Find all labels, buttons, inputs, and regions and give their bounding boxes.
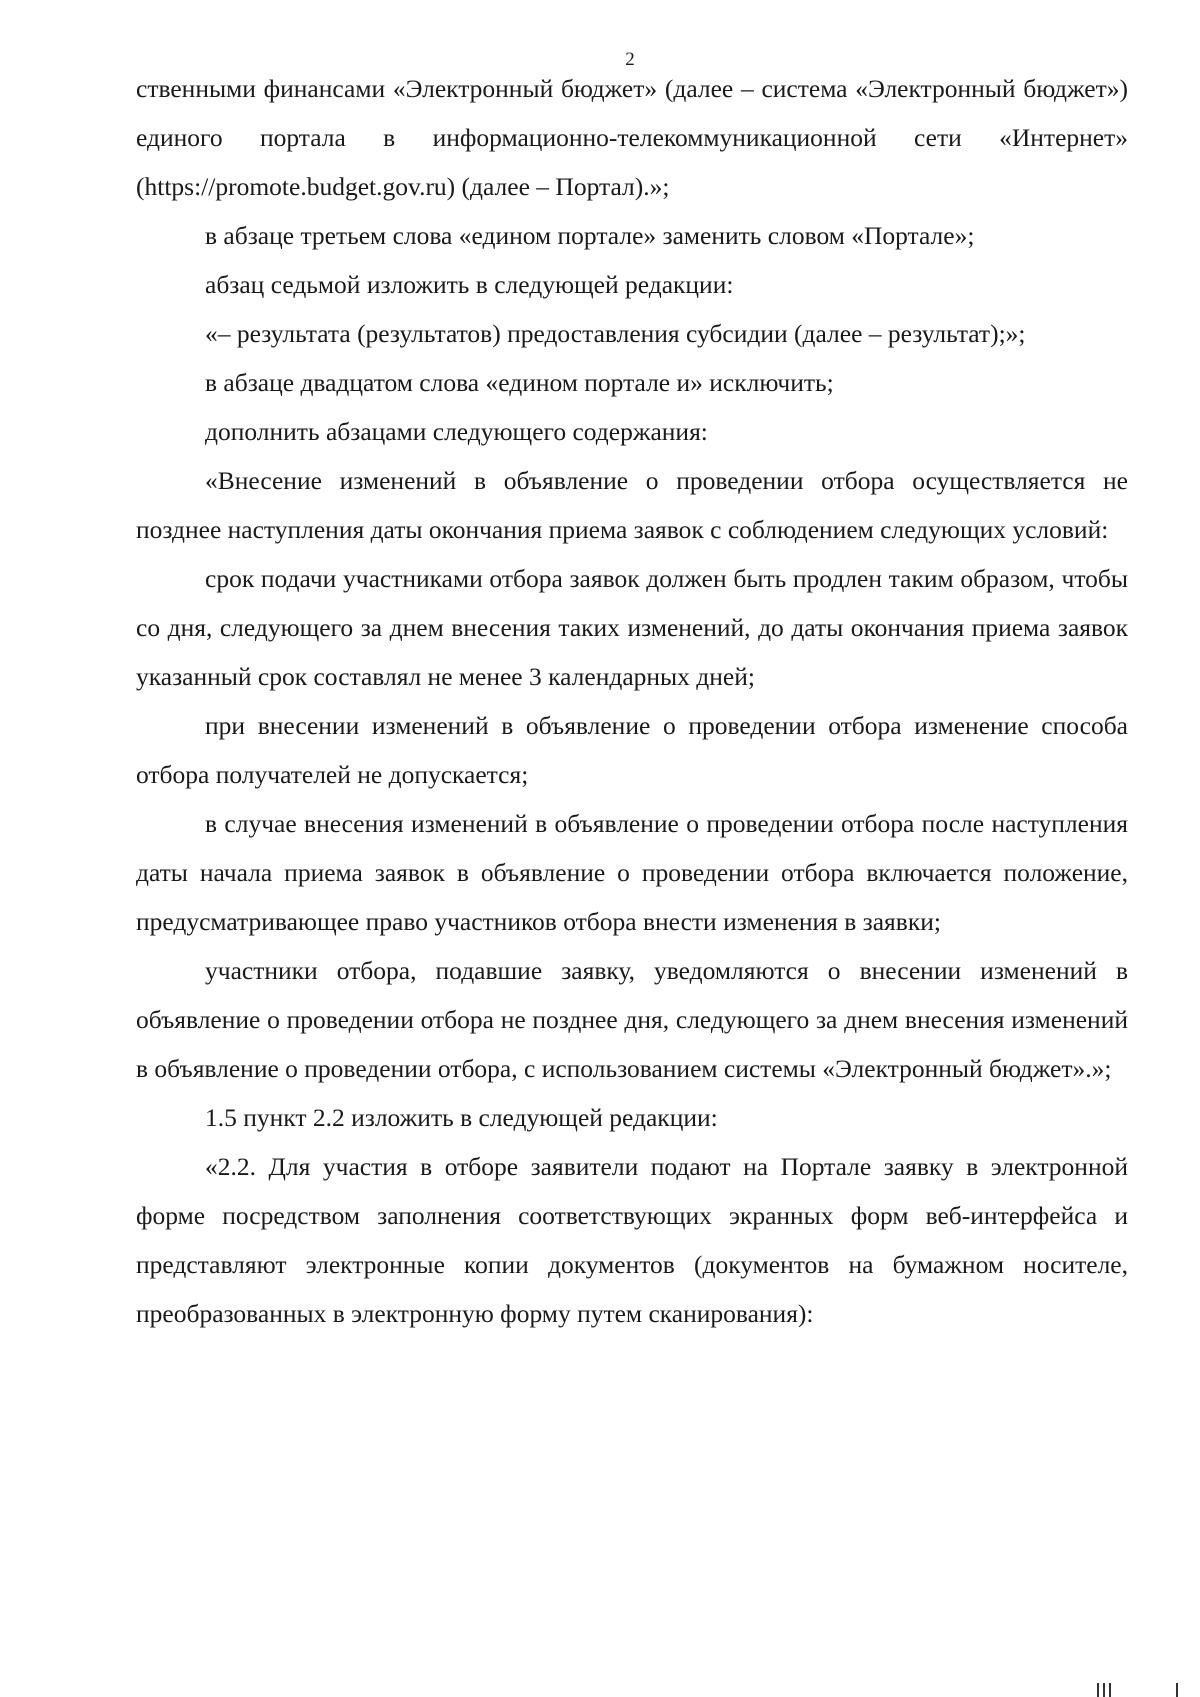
scan-mark (1103, 1683, 1105, 1697)
paragraph: в случае внесения изменений в объявление о проведении отбора после наступления даты начала приема заявок в объявление о проведении отбора включается положение, предусматривающее право участников отбора внести изменения в заявки; (136, 809, 1128, 936)
document-body (136, 64, 1128, 1338)
paragraph: участники отбора, подавшие заявку, уведомляются о внесении изменений в объявление о проведении отбора не позднее дня, следующего за днем внесения изменений в объявление о проведении отбора, с использованием системы «Электронный бюджет».»; (136, 956, 1128, 1083)
paragraph: дополнить абзацами следующего содержания: (205, 417, 708, 446)
scan-mark (1109, 1683, 1111, 1697)
paragraph: «– результата (результатов) предоставления субсидии (далее – результат);»; (205, 319, 1026, 348)
paragraph: при внесении изменений в объявление о проведении отбора изменение способа отбора получателей не допускается; (136, 711, 1128, 789)
paragraph: срок подачи участниками отбора заявок должен быть продлен таким образом, чтобы со дня, следующего за днем внесения таких изменений, до даты окончания приема заявок указанный срок составлял не менее 3 календарных дней; (136, 564, 1128, 691)
paragraph: абзац седьмой изложить в следующей редакции: (205, 270, 734, 299)
paragraph: «Внесение изменений в объявление о проведении отбора осуществляется не позднее наступления даты окончания приема заявок с соблюдением следующих условий: (136, 466, 1128, 544)
paragraph: в абзаце двадцатом слова «едином портале и» исключить; (205, 368, 834, 397)
paragraph: 1.5 пункт 2.2 изложить в следующей редакции: (205, 1103, 718, 1132)
scan-mark (1097, 1683, 1099, 1697)
page-number: 2 (625, 49, 635, 70)
paragraph: «2.2. Для участия в отборе заявители подают на Портале заявку в электронной форме посредством заполнения соответствующих экранных форм веб-интерфейса и представляют электронные копии документов (документов на бумажном носителе, преобразованных в электронную форму путем сканирования): (136, 1152, 1128, 1328)
paragraph-continuation: ственными финансами «Электронный бюджет» (далее – система «Электронный бюджет») единого портала в информационно-телекоммуникационной сети «Интернет» (https://promote.budget.gov.ru) (далее – Портал).»; (136, 74, 1128, 201)
paragraph: в абзаце третьем слова «едином портале» заменить словом «Портале»; (205, 221, 975, 250)
scan-mark (1176, 1683, 1178, 1697)
